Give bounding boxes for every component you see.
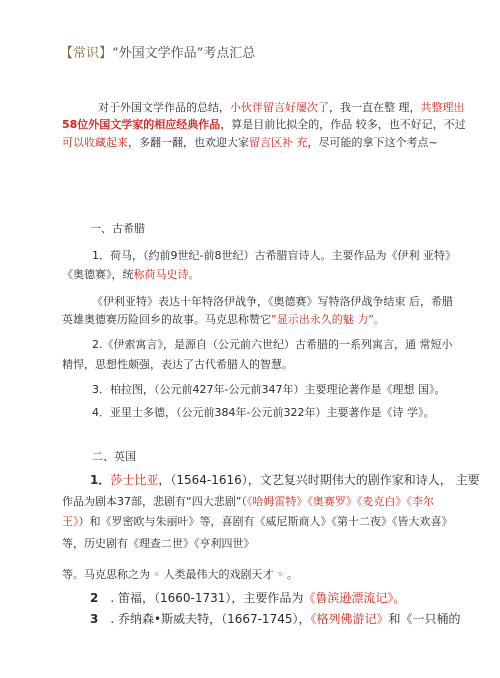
swift-line xyxy=(90,612,461,626)
shakespeare-line-3 xyxy=(62,515,453,529)
section-heading-england: 二、英国 xyxy=(92,450,136,463)
item-number: 2 xyxy=(90,591,99,605)
shakespeare-line-1 xyxy=(90,473,480,487)
shakespeare-highlight: 《哈姆雷特》《奥赛罗》《麦克白》《李尔 xyxy=(246,495,434,508)
shakespeare-name: 莎士比亚 xyxy=(110,473,159,487)
intro-line-1 xyxy=(98,101,465,115)
swift-highlight: 《格列佛游记》 xyxy=(310,612,389,626)
item-number: 3 xyxy=(90,612,99,626)
iliad-text: 英雄奥德赛历险回乡的故事。马克思称赞它 xyxy=(62,313,271,326)
intro-highlight: 留言区补 充 xyxy=(249,136,308,149)
intro-text: 对于外国文学作品的总结， xyxy=(98,101,230,114)
swift-text: . 乔纳森•斯威夫特，（1667-1745）， xyxy=(110,612,311,626)
homer-highlight: 称荷马史诗。 xyxy=(133,268,200,281)
shakespeare-text: ，（1564-1616），文艺复兴时期伟大的剧作家和诗人， 主要 xyxy=(158,473,480,487)
item-number: 1． xyxy=(90,473,111,487)
intro-line-3 xyxy=(62,136,438,150)
shakespeare-highlight: 王》 xyxy=(62,515,79,528)
iliad-line-1: 《伊利亚特》表达十年特洛伊战争，《奥德赛》写特洛伊战争结束 后，希腊 xyxy=(92,295,453,308)
intro-line-2 xyxy=(62,118,466,132)
aesop-line-1: 2.《伊索寓言》，是源自（公元前六世纪）古希腊的一系列寓言，通 常短小 xyxy=(92,338,453,351)
intro-text: ，我一直在整 理， xyxy=(329,101,421,114)
section-heading-greece: 一、古希腊 xyxy=(90,222,145,235)
intro-text: ，算是目前比拟全的，作品 较多，也不好记，不过 xyxy=(220,118,466,131)
iliad-highlight: ”显示出永久的魅 力”。 xyxy=(271,313,385,326)
defoe-line xyxy=(90,591,405,605)
swift-text: 和《一只桶的 xyxy=(388,612,461,626)
shakespeare-line-5: 等。马克思称之为 ◦ 人类最伟大的戏剧天才 ◦ 。 xyxy=(62,568,298,581)
intro-highlight: 58位外国文学家的相应经典作品 xyxy=(62,118,221,131)
defoe-text: . 笛福，（1660-1731），主要作品为 xyxy=(110,591,304,605)
intro-text: ，尽可能的拿下这个考点~ xyxy=(307,136,438,149)
shakespeare-line-4: 等，历史剧有《理查二世》《亨利四世》 xyxy=(62,537,255,550)
title-bracket: 【常识】 xyxy=(60,46,113,61)
defoe-highlight: 《鲁滨逊漂流记》。 xyxy=(303,591,406,605)
aesop-line-2: 精悍，思想性颇强，表达了古代希腊人的智慧。 xyxy=(62,358,293,371)
title-text: “外国文学作品”考点汇总 xyxy=(112,46,256,61)
intro-text: ，多翻一翻，也欢迎大家 xyxy=(128,136,249,149)
plato-line: 3．柏拉图，（公元前427年-公元前347年）主要理论著作是《理想 国》。 xyxy=(92,383,446,396)
intro-highlight: 可以收藏起来 xyxy=(62,136,128,149)
intro-highlight: 共整理出 xyxy=(420,101,465,114)
shakespeare-text: ）和《罗密欧与朱丽叶》等，喜剧有《威尼斯商人》《第十二夜》《皆大欢喜》 xyxy=(78,515,453,528)
homer-line-1: 1．荷马，（约前9世纪-前8世纪）古希腊盲诗人。主要作品为《伊利 亚特》 xyxy=(92,249,456,262)
intro-highlight: 小伙伴留言好屡次了 xyxy=(230,101,329,114)
homer-line-2 xyxy=(62,268,200,282)
iliad-line-2 xyxy=(62,313,385,327)
page-title xyxy=(60,47,255,61)
homer-text: 《奥德赛》，统 xyxy=(62,268,134,281)
shakespeare-text: 作品为剧本37部，悲剧有“四大悲剧”（ xyxy=(62,495,247,508)
shakespeare-line-2 xyxy=(62,495,434,509)
aristotle-line: 4．亚里士多德，（公元前384年-公元前322年）主要著作是《诗 学》。 xyxy=(92,406,435,419)
